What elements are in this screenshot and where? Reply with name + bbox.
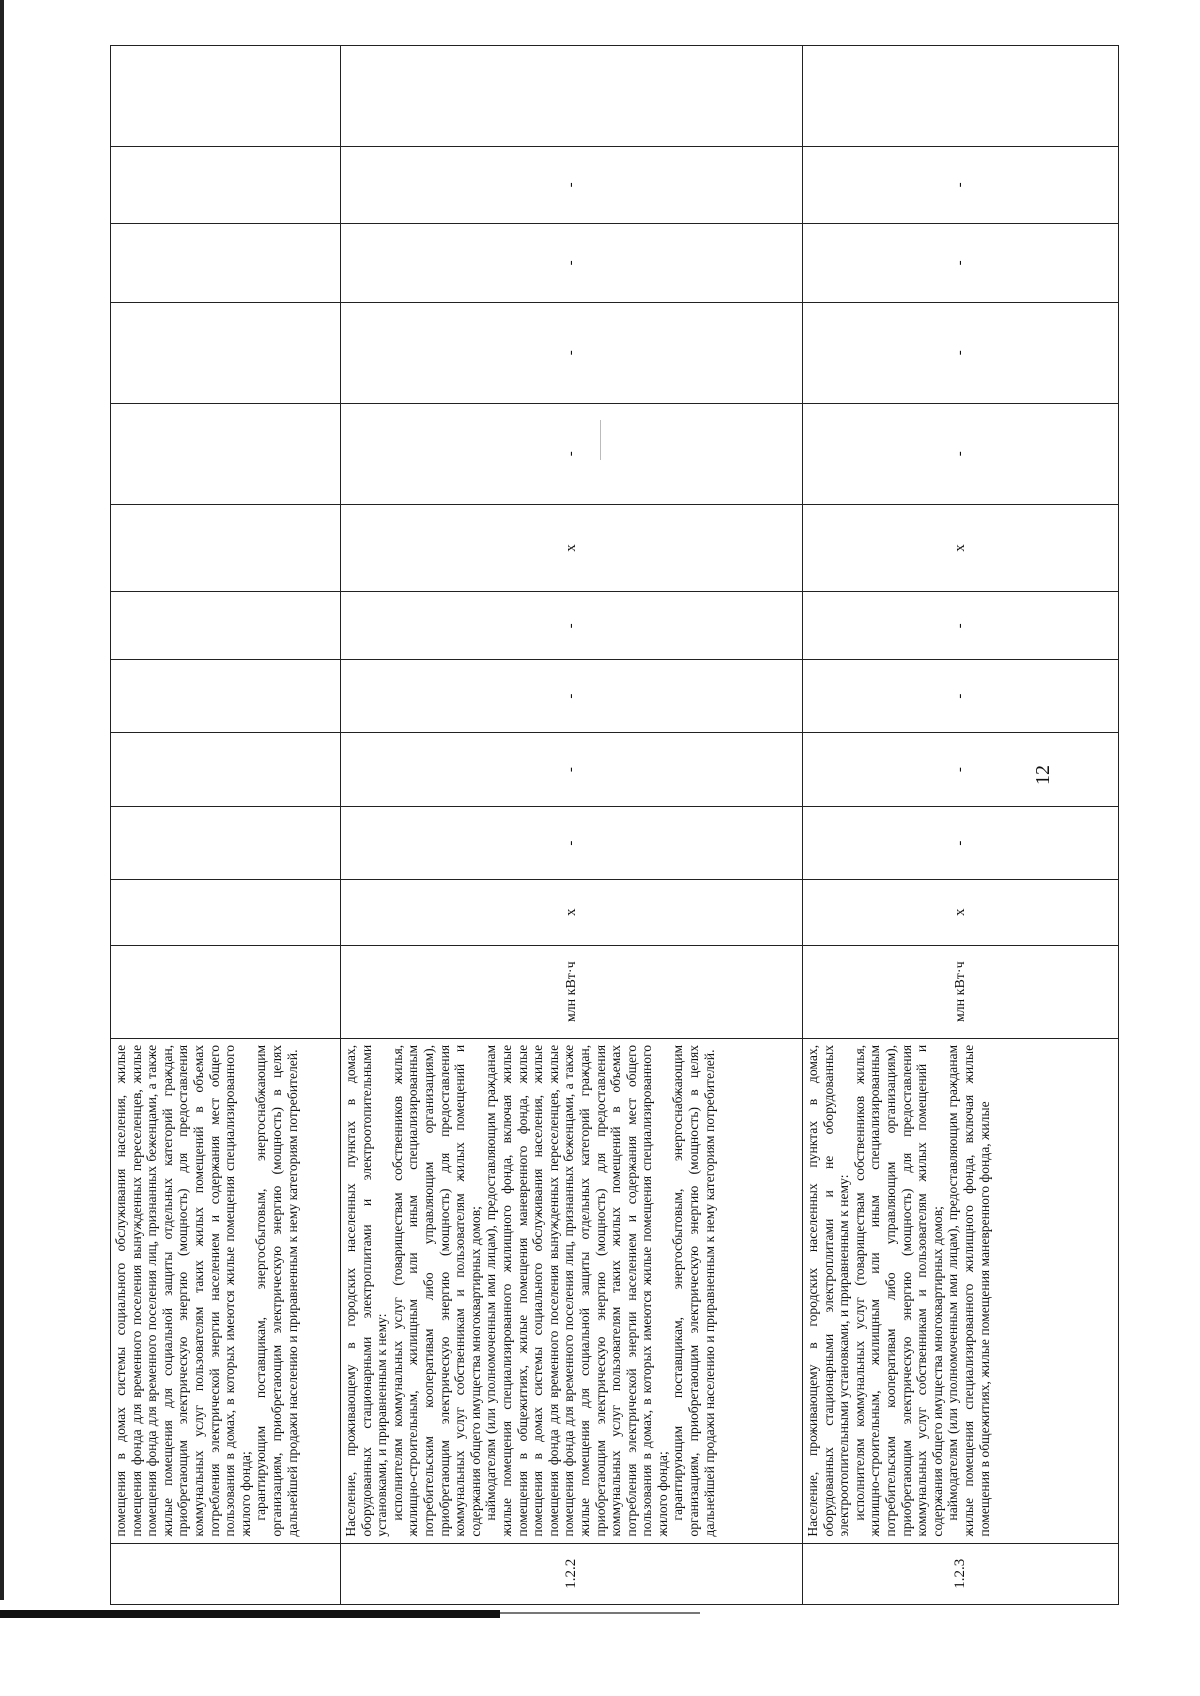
value-cell	[111, 732, 341, 807]
value-cell: -	[803, 302, 1119, 403]
row-unit: млн кВт·ч	[341, 945, 803, 1038]
value-cell: -	[803, 403, 1119, 504]
description-paragraph: исполнителям коммунальных услуг (товариществам собственников жилья, жилищно-строительным, жилищным или иным специализированным потребительским кооперативам либо управляющим организациям), приобретающим электрическую энергию (мощность) для предоставления коммунальных услуг собственникам и пользователям жилых помещений и содержания общего имущества многоквартирных домов;	[851, 1044, 945, 1537]
value-cell: -	[341, 223, 803, 302]
row-description	[803, 1038, 1119, 1543]
scan-edge-left	[0, 0, 4, 1600]
value-cell	[111, 660, 341, 732]
description-paragraph: наймодателям (или уполномоченным ими лицам), предоставляющим гражданам жилые помещения специализированного жилищного фонда, включая жилые помещения в общежитиях, жилые помещения маневренного фонда, жилые помещения в домах системы социального обслуживания населения, жилые помещения фонда для временного поселения вынужденных переселенцев, жилые помещения фонда для временного поселения лиц, признанных беженцами, а также жилые помещения для социальной защиты отдельных категорий граждан, приобретающим электрическую энергию (мощность) для предоставления коммунальных услуг пользователям таких жилых помещений в объемах потребления электрической энергии населением и содержания мест общего пользования в домах, в которых имеются жилые помещения специализированного жилого фонда;	[483, 1044, 670, 1537]
value-cell: -	[803, 223, 1119, 302]
value-cell: -	[341, 592, 803, 660]
row-number	[111, 1543, 341, 1604]
value-cell: x	[341, 879, 803, 945]
scan-edge-bottom	[0, 1610, 500, 1618]
page-number: 12	[1032, 765, 1054, 785]
value-cell	[341, 46, 803, 147]
value-cell	[111, 592, 341, 660]
value-cell	[111, 504, 341, 592]
value-cell: -	[341, 660, 803, 732]
value-cell: -	[803, 147, 1119, 224]
value-cell: -	[803, 660, 1119, 732]
row-unit: млн кВт·ч	[803, 945, 1119, 1038]
table-row	[803, 46, 1119, 1605]
value-cell: -	[341, 807, 803, 879]
row-unit	[111, 945, 341, 1038]
description-paragraph: наймодателям (или уполномоченным ими лицам), предоставляющим гражданам жилые помещения специализированного жилищного фонда, включая жилые помещения в общежитиях, жилые помещения маневренного фонда, жилые	[945, 1044, 992, 1537]
value-cell: -	[803, 807, 1119, 879]
table-row	[341, 46, 803, 1605]
row-description	[111, 1038, 341, 1543]
value-cell	[111, 46, 341, 147]
description-paragraph: гарантирующим поставщикам, энергосбытовым, энергоснабжающим организациям, приобретающим электрическую энергию (мощность) в целях дальнейшей продажи населению и приравненным к нему категориям потребителей.	[670, 1044, 717, 1537]
value-cell: -	[341, 302, 803, 403]
value-cell	[111, 302, 341, 403]
description-paragraph: гарантирующим поставщикам, энергосбытовым, энергоснабжающим организациям, приобретающим электрическую энергию (мощность) в целях дальнейшей продажи населению и приравненным к нему категориям потребителей.	[253, 1044, 300, 1537]
value-cell	[111, 879, 341, 945]
table-row	[111, 46, 341, 1605]
value-cell: -	[341, 147, 803, 224]
description-paragraph: помещения в домах системы социального обслуживания населения, жилые помещения фонда для временного поселения вынужденных переселенцев, жилые помещения фонда для временного поселения лиц, признанных беженцами, а также жилые помещения для социальной защиты отдельных категорий граждан, приобретающим электрическую энергию (мощность) для предоставления коммунальных услуг пользователям таких жилых помещений в объемах потребления электрической энергии населением и содержания мест общего пользования в домах, в которых имеются жилые помещения специализированного жилого фонда;	[113, 1044, 253, 1537]
row-number: 1.2.2	[341, 1543, 803, 1604]
description-paragraph: Население, проживающему в городских населенных пунктах в домах, оборудованных стационарными электроплитами и не оборудованных электроотопительными установками, и приравненным к нему:	[805, 1044, 852, 1537]
value-cell	[111, 223, 341, 302]
tariff-table	[110, 45, 1119, 1605]
value-cell: -	[803, 592, 1119, 660]
value-cell: x	[341, 504, 803, 592]
value-cell	[803, 46, 1119, 147]
value-cell	[111, 147, 341, 224]
value-cell: -	[341, 403, 803, 504]
description-paragraph: исполнителям коммунальных услуг (товариществам собственников жилья, жилищно-строительным, жилищным или иным специализированным потребительским кооперативам либо управляющим организациям), приобретающим электрическую энергию (мощность) для предоставления коммунальных услуг собственникам и пользователям жилых помещений и содержания общего имущества многоквартирных домов;	[389, 1044, 483, 1537]
row-number: 1.2.3	[803, 1543, 1119, 1604]
value-cell: -	[803, 732, 1119, 807]
rotated-content	[110, 45, 1120, 1605]
scan-edge-bottom-thin	[500, 1612, 700, 1614]
value-cell: x	[803, 504, 1119, 592]
value-cell: -	[341, 732, 803, 807]
value-cell	[111, 403, 341, 504]
value-cell: x	[803, 879, 1119, 945]
row-description	[341, 1038, 803, 1543]
description-paragraph: Население, проживающему в городских населенных пунктах в домах, оборудованных стационарными электроплитами и электроотопительными установками, и приравненным к нему:	[343, 1044, 390, 1537]
value-cell	[111, 807, 341, 879]
